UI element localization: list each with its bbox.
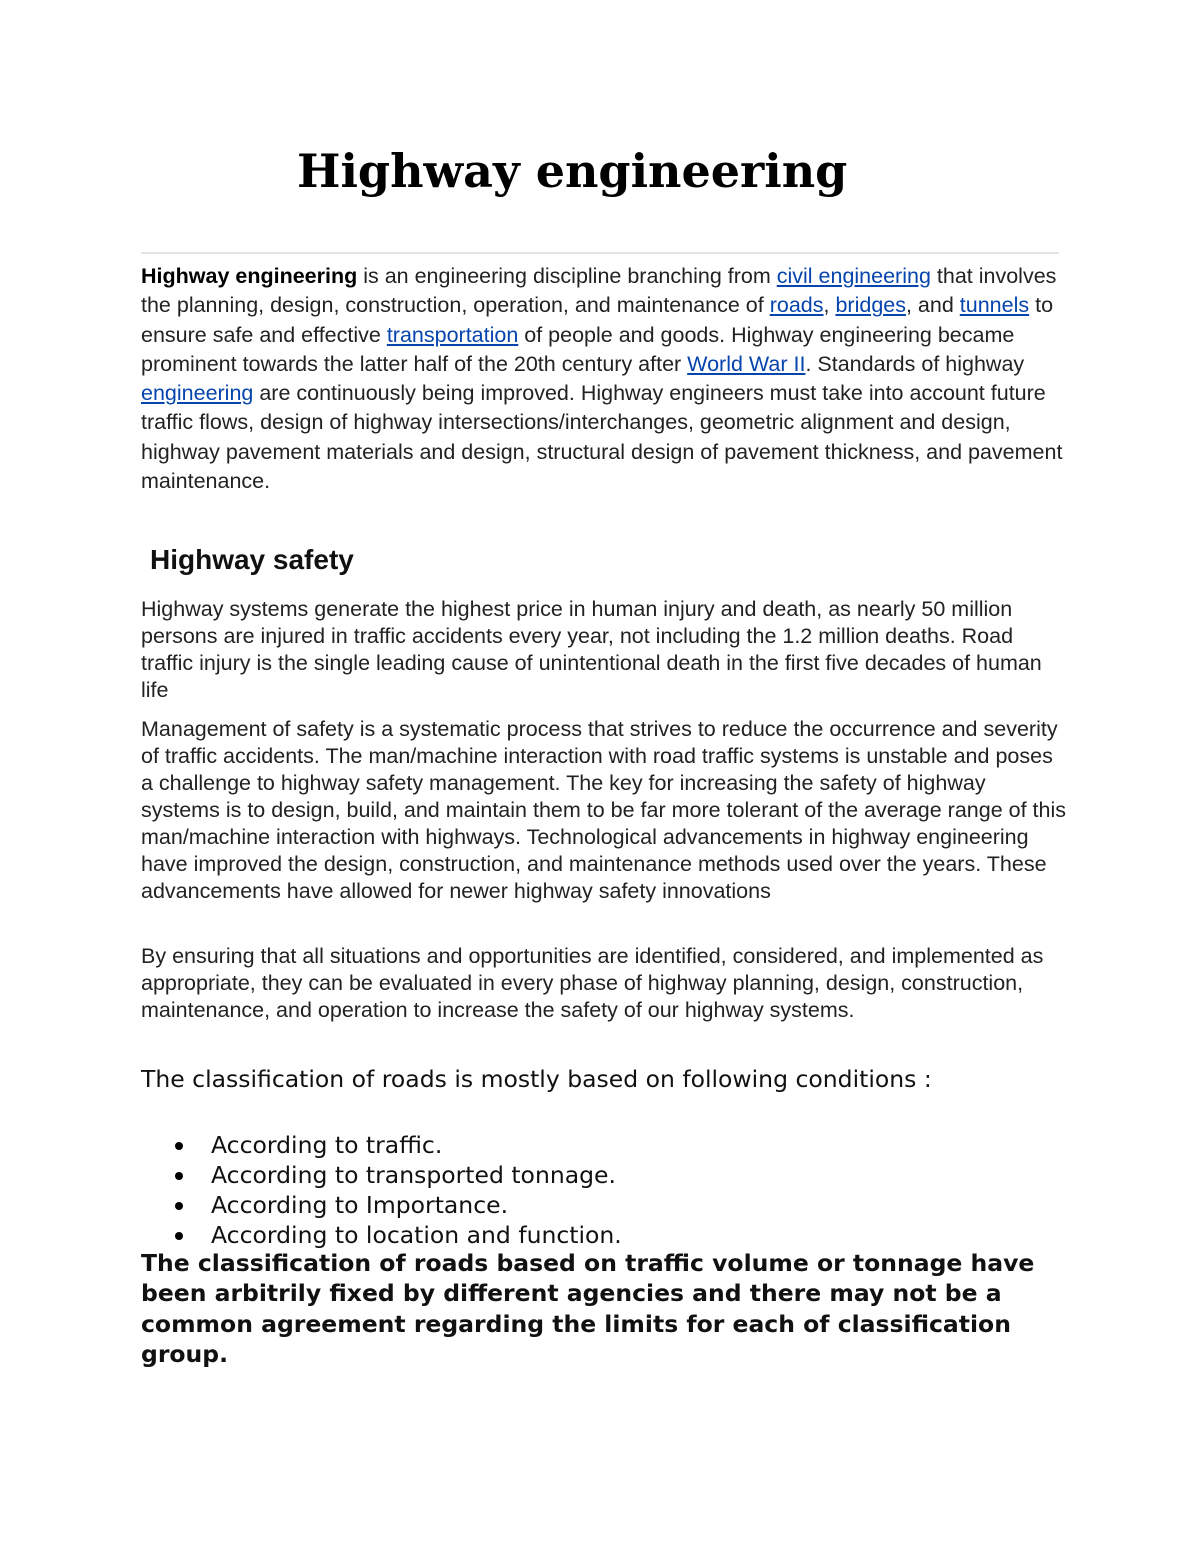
- intro-text: to ensure safe and effective: [141, 293, 1054, 347]
- bullet-icon: [175, 1142, 183, 1150]
- bullet-icon: [175, 1172, 183, 1180]
- bullet-icon: [175, 1232, 183, 1240]
- link-world-war-ii[interactable]: World War II: [687, 351, 806, 376]
- title-divider: [141, 252, 1059, 254]
- safety-paragraph-1: Highway systems generate the highest price in human injury and death, as nearly 50 million persons are injured in traffic accidents every year, not including the 1.2 million deaths. Road traffic injury is the single leading cause of unintentional death in the first five decades of human life: [141, 597, 1042, 702]
- link-civil-engineering[interactable]: civil engineering: [776, 264, 931, 288]
- intro-text: . Standards of highway: [805, 351, 1025, 376]
- intro-text: that involves the planning, design, construction, operation, and maintenance of: [141, 264, 1057, 318]
- intro-text: of people and goods. Highway engineering became prominent towards the latter half of the 20th century after: [141, 322, 1015, 376]
- bullet-icon: [175, 1202, 183, 1210]
- intro-paragraph: [141, 262, 1066, 496]
- link-engineering[interactable]: engineering: [141, 381, 254, 406]
- list-item-text: According to Importance.: [211, 1191, 509, 1219]
- page-title: Highway engineering: [297, 144, 848, 198]
- safety-paragraph-2: Management of safety is a systematic process that strives to reduce the occurrence and severity of traffic accidents. The man/machine interaction with road traffic systems is unstable and poses a challenge to highway safety management. The key for increasing the safety of highway systems is to design, build, and maintain them to be far more tolerant of the average range of this man/machine interaction with highways. Technological advancements in highway engineering have improved the design, construction, and maintenance methods used over the years. These advancements have allowed for newer highway safety innovations: [141, 717, 1067, 903]
- intro-lead-bold: Highway engineering: [141, 264, 358, 288]
- intro-text: are continuously being improved. Highway engineers must take into account future traffic flows, design of highway intersections/interchanges, geometric alignment and design, highway pavement materials and design, structural design of pavement thickness, and pavement maintenance.: [141, 381, 1063, 494]
- link-transportation[interactable]: transportation: [386, 322, 519, 347]
- link-bridges[interactable]: bridges: [835, 293, 906, 318]
- classification-heading: The classification of roads is mostly based on following conditions :: [141, 1065, 932, 1093]
- list-item-text: According to traffic.: [211, 1131, 443, 1159]
- list-item-text: According to transported tonnage.: [211, 1161, 616, 1189]
- link-roads[interactable]: roads: [769, 293, 824, 318]
- list-item: [141, 1130, 1041, 1160]
- list-item-text: According to location and function.: [211, 1221, 622, 1249]
- safety-paragraph-3: By ensuring that all situations and opportunities are identified, considered, and implemented as appropriate, they can be evaluated in every phase of highway planning, design, construction, maintenance, and operation to increase the safety of our highway systems.: [141, 944, 1044, 1022]
- list-item: [141, 1220, 1041, 1250]
- intro-text: is an engineering discipline branching from: [357, 264, 777, 288]
- classification-list: [141, 1130, 1041, 1250]
- intro-text: , and: [905, 293, 960, 318]
- link-tunnels[interactable]: tunnels: [959, 293, 1030, 318]
- section-heading-highway-safety: Highway safety: [150, 544, 354, 575]
- intro-text: ,: [823, 293, 836, 318]
- list-item: [141, 1190, 1041, 1220]
- classification-closing-paragraph: The classification of roads based on traffic volume or tonnage have been arbitrily fixed by different agencies and there may not be a common agreement regarding the limits for each of classification group.: [141, 1249, 1035, 1368]
- list-item: [141, 1160, 1041, 1190]
